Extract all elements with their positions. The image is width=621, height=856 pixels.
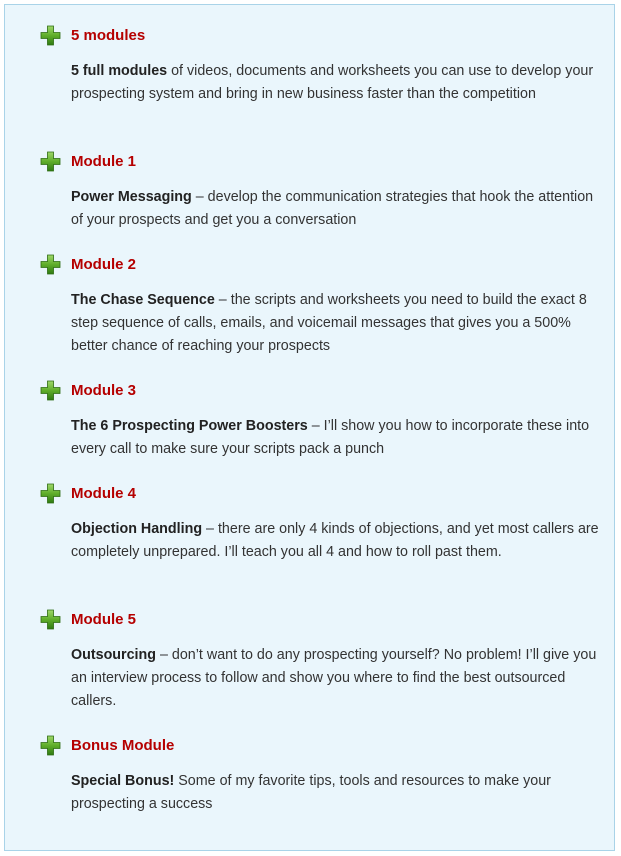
course-modules-panel (4, 4, 615, 851)
module-title: Bonus Module (71, 737, 175, 754)
module-lead: The 6 Prospecting Power Boosters (71, 418, 308, 434)
module-lead: The Chase Sequence (71, 292, 215, 308)
module-description (71, 289, 601, 358)
plus-icon (40, 609, 61, 630)
plus-icon (40, 254, 61, 275)
module-lead: Power Messaging (71, 189, 192, 205)
module-title: Module 2 (71, 256, 137, 273)
plus-icon (40, 25, 61, 46)
plus-icon (40, 735, 61, 756)
module-description (71, 415, 601, 461)
module-description (71, 186, 601, 232)
plus-icon (40, 483, 61, 504)
module-text: – the scripts and worksheets you need to build the exact 8 step sequence of calls, emails, and voicemail messages that gives you a 500% better chance of reaching your prospects (71, 292, 587, 354)
module-description (71, 518, 601, 564)
module-title: 5 modules (71, 27, 146, 44)
module-description (71, 60, 601, 106)
module-text: – there are only 4 kinds of objections, and yet most callers are completely unprepared. I’ll teach you all 4 and how to roll past them. (71, 521, 599, 560)
plus-icon (40, 151, 61, 172)
module-lead: Outsourcing (71, 647, 156, 663)
module-text: – don’t want to do any prospecting yourself? No problem! I’ll give you an interview process to follow and show you where to find the best outsourced callers. (71, 647, 597, 709)
module-text: of videos, documents and worksheets you can use to develop your prospecting system and bring in new business faster than the competition (71, 63, 594, 102)
module-lead: Special Bonus! (71, 773, 175, 789)
module-text: – I’ll show you how to incorporate these into every call to make sure your scripts pack a punch (71, 418, 590, 457)
module-title: Module 4 (71, 485, 137, 502)
module-description (71, 644, 601, 713)
module-text: Some of my favorite tips, tools and resources to make your prospecting a success (71, 773, 551, 812)
plus-icon (40, 380, 61, 401)
module-lead: Objection Handling (71, 521, 203, 537)
module-title: Module 3 (71, 382, 137, 399)
module-title: Module 1 (71, 153, 137, 170)
module-text: – develop the communication strategies that hook the attention of your prospects and get you a conversation (71, 189, 594, 228)
module-description (71, 770, 601, 816)
module-lead: 5 full modules (71, 63, 168, 79)
module-title: Module 5 (71, 611, 137, 628)
